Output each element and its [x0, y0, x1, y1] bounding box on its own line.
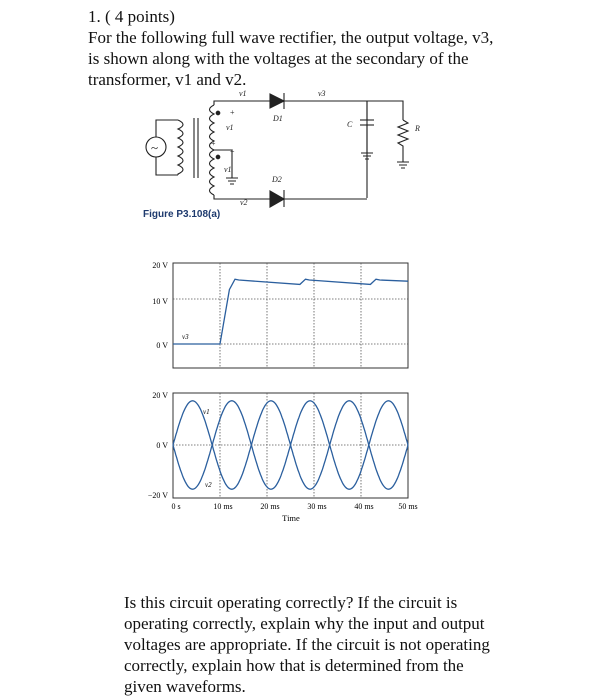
prompt-line: Is this circuit operating correctly? If the circuit is [124, 593, 458, 612]
resistor-icon [398, 120, 408, 162]
label-c: C [347, 120, 353, 129]
chart-v1-v2 [148, 391, 418, 523]
series-label-v1: v1 [203, 408, 210, 416]
series-label-v2: v2 [205, 481, 212, 489]
question-line: For the following full wave rectifier, the output voltage, v3, [88, 28, 494, 47]
y-tick-label: −20 V [147, 491, 168, 500]
series-v3-line [173, 279, 408, 344]
y-tick-label: 20 V [152, 391, 168, 400]
x-tick-label: 50 ms [398, 502, 418, 511]
label-v2: v2 [240, 198, 248, 207]
wire [367, 101, 403, 120]
ac-source-symbol: ~ [151, 140, 159, 155]
source-wire [156, 120, 178, 175]
ground-icon [226, 178, 238, 184]
label-r: R [415, 124, 420, 133]
prompt-line: voltages are appropriate. If the circuit is not operating [124, 635, 490, 654]
prompt-question [124, 592, 594, 697]
prompt-line: correctly, explain how that is determined from the [124, 656, 464, 675]
polarity-dot [216, 155, 220, 159]
wire [214, 101, 270, 105]
question-line: transformer, v1 and v2. [88, 70, 247, 89]
chart-frame [173, 263, 408, 368]
diode-d1-icon [270, 94, 284, 108]
x-tick-label: 40 ms [354, 502, 374, 511]
wire [284, 101, 367, 199]
circuit-diagram [146, 93, 409, 207]
x-tick-label: 20 ms [260, 502, 280, 511]
series-label-v3: v3 [182, 333, 189, 341]
question-line: is shown along with the voltages at the secondary of the [88, 49, 469, 68]
y-tick-label: 0 V [156, 441, 168, 450]
x-tick-label: 10 ms [213, 502, 233, 511]
label-v1-lower: v1 [224, 165, 232, 174]
plus-sign: + [211, 139, 216, 148]
chart-v3 [152, 261, 408, 368]
chart-grid [173, 263, 408, 368]
diode-d2-icon [270, 191, 284, 207]
figure-caption: Figure P3.108(a) [143, 209, 221, 220]
plus-sign: + [230, 108, 235, 117]
x-axis-label: Time [282, 513, 300, 523]
y-tick-label: 10 V [152, 297, 168, 306]
polarity-dot [216, 111, 220, 115]
label-v1-top: v1 [239, 89, 247, 98]
x-tick-label: 0 s [171, 502, 181, 511]
y-tick-label: 0 V [156, 341, 168, 350]
plus-sign: + [230, 147, 235, 156]
label-d2: D2 [272, 175, 282, 184]
primary-coil [178, 120, 183, 175]
question-number: 1. ( 4 points) [88, 7, 175, 26]
label-v1-side: v1 [226, 123, 234, 132]
prompt-line: given waveforms. [124, 677, 246, 696]
secondary-coil-bottom [210, 150, 215, 195]
ground-icon [397, 162, 409, 168]
prompt-line: operating correctly, explain why the input and output [124, 614, 485, 633]
label-v3: v3 [318, 89, 326, 98]
x-tick-label: 30 ms [307, 502, 327, 511]
circuit-labels [211, 89, 420, 207]
y-tick-label: 20 V [152, 261, 168, 270]
label-d1: D1 [273, 114, 283, 123]
